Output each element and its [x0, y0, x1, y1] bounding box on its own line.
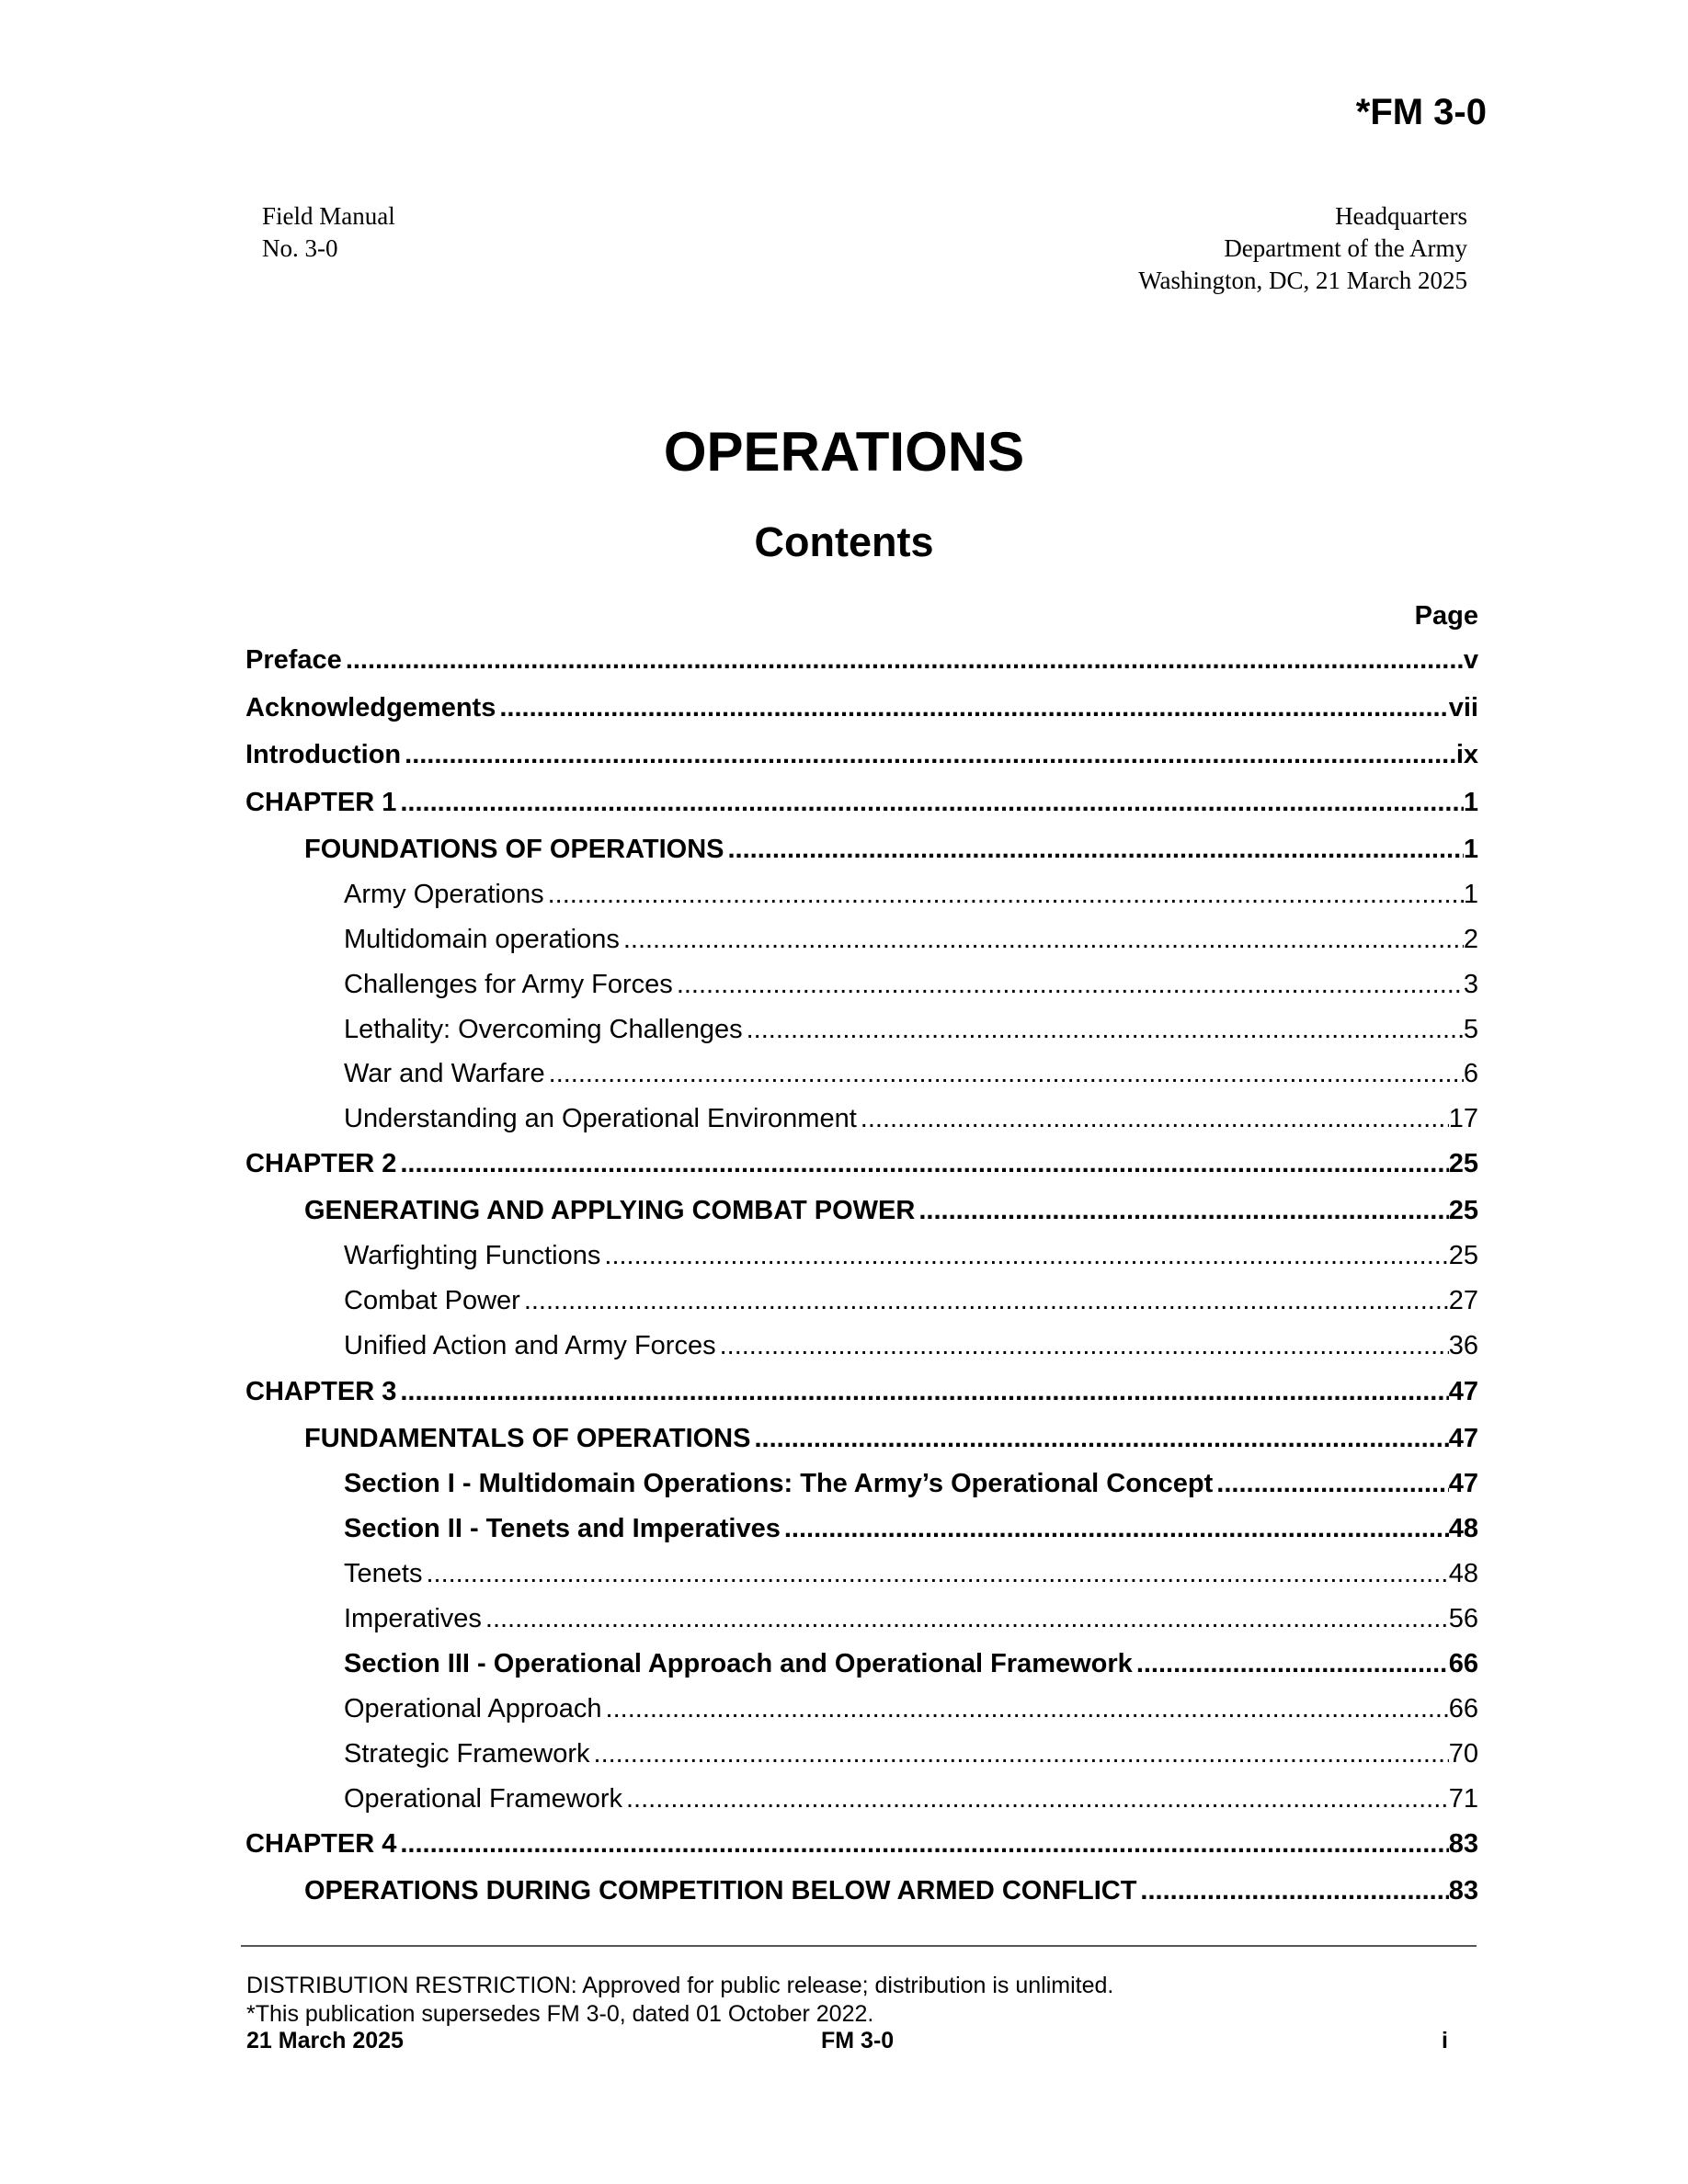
- toc-entry-page: 56: [1448, 1604, 1478, 1633]
- toc-leader-dots: [673, 966, 1464, 1003]
- toc-entry-page: 27: [1448, 1286, 1478, 1315]
- toc-leader-dots: [743, 1011, 1464, 1048]
- toc-entry-chapter-2[interactable]: [245, 1145, 1478, 1182]
- toc-entry-section-heading[interactable]: [344, 1510, 1478, 1547]
- toc-entry-page: 1: [1463, 788, 1478, 817]
- toc-leader-dots: [857, 1100, 1449, 1137]
- toc-entry-page: 66: [1448, 1649, 1478, 1678]
- toc-entry-page: 1: [1463, 880, 1478, 909]
- footer-page-number: i: [1442, 2028, 1448, 2053]
- footer-document-code: FM 3-0: [821, 2028, 895, 2053]
- toc-entry-text: Section I - Multidomain Operations: The Army’s Operational Concept: [344, 1469, 1214, 1498]
- toc-entry-chapter-1[interactable]: [245, 784, 1478, 821]
- toc-entry-page: 3: [1463, 970, 1478, 999]
- toc-entry-text: War and Warfare: [344, 1059, 545, 1088]
- toc-entry-text: Acknowledgements: [245, 693, 496, 722]
- header-right: [1138, 200, 1467, 297]
- toc-entry-chapter-title[interactable]: [304, 1420, 1478, 1457]
- toc-leader-dots: [600, 1237, 1448, 1274]
- toc-entry-text: Army Operations: [344, 880, 544, 909]
- toc-entry-section-heading[interactable]: [344, 1465, 1478, 1502]
- toc-entry-chapter-title[interactable]: [304, 1872, 1478, 1909]
- toc-entry-text: Section III - Operational Approach and Operational Framework: [344, 1649, 1133, 1678]
- toc-entry-chapter-4[interactable]: [245, 1826, 1478, 1862]
- toc-entry-page: 83: [1448, 1829, 1478, 1859]
- toc-leader-dots: [482, 1600, 1449, 1637]
- toc-entry-text: Challenges for Army Forces: [344, 970, 673, 999]
- toc-entry-section[interactable]: [344, 1780, 1478, 1817]
- toc-entry-text: Introduction: [245, 740, 402, 769]
- toc-entry-text: FUNDAMENTALS OF OPERATIONS: [304, 1424, 751, 1453]
- toc-entry-section[interactable]: [344, 1327, 1478, 1364]
- toc-entry-chapter-title[interactable]: [304, 831, 1478, 868]
- toc-entry-section[interactable]: [344, 876, 1478, 913]
- supersedes-note: *This publication supersedes FM 3-0, dated 01 October 2022.: [246, 2001, 874, 2027]
- toc-entry-page: 25: [1448, 1149, 1478, 1178]
- toc-entry-page: 66: [1448, 1694, 1478, 1723]
- toc-entry-page: 5: [1463, 1015, 1478, 1044]
- toc-entry-page: 17: [1448, 1104, 1478, 1133]
- toc-entry-text: Warfighting Functions: [344, 1241, 601, 1270]
- toc-leader-dots: [520, 1282, 1449, 1319]
- toc-entry-text: CHAPTER 3: [245, 1377, 397, 1406]
- toc-leader-dots: [1133, 1645, 1449, 1682]
- toc-entry-page: 48: [1448, 1559, 1478, 1588]
- toc-entry-page: 6: [1463, 1059, 1478, 1088]
- toc-entry-text: Combat Power: [344, 1286, 520, 1315]
- toc-entry-text: Operational Approach: [344, 1694, 602, 1723]
- footer-date: 21 March 2025: [246, 2028, 404, 2053]
- page-column-heading: Page: [1414, 601, 1478, 631]
- toc-entry-text: Unified Action and Army Forces: [344, 1331, 716, 1360]
- toc-entry-text: Strategic Framework: [344, 1739, 590, 1769]
- toc-entry-section[interactable]: [344, 1600, 1478, 1637]
- toc-entry-section[interactable]: [344, 966, 1478, 1003]
- toc-entry-page: 70: [1448, 1739, 1478, 1769]
- toc-entry-text: Preface: [245, 645, 342, 675]
- toc-entry-section-heading[interactable]: [344, 1645, 1478, 1682]
- toc-entry-section[interactable]: [344, 1555, 1478, 1592]
- toc-entry-page: v: [1463, 645, 1478, 675]
- toc-entry-text: Understanding an Operational Environment: [344, 1104, 857, 1133]
- toc-leader-dots: [545, 1055, 1464, 1092]
- header-left-line: Field Manual: [262, 202, 395, 230]
- toc-entry-chapter-3[interactable]: [245, 1373, 1478, 1410]
- document-title: OPERATIONS: [663, 421, 1025, 483]
- toc-entry-text: Multidomain operations: [344, 925, 620, 954]
- document-code: *FM 3-0: [1355, 92, 1487, 132]
- toc-entry-page: 36: [1448, 1331, 1478, 1360]
- toc-leader-dots: [1213, 1465, 1448, 1502]
- toc-leader-dots: [396, 1145, 1448, 1182]
- toc-entry-text: FOUNDATIONS OF OPERATIONS: [304, 835, 724, 864]
- toc-entry-text: GENERATING AND APPLYING COMBAT POWER: [304, 1196, 916, 1225]
- toc-entry-page: vii: [1448, 693, 1478, 722]
- toc-entry-page: 83: [1448, 1876, 1478, 1905]
- toc-entry-text: Operational Framework: [344, 1784, 622, 1814]
- toc-entry-introduction[interactable]: [245, 736, 1478, 773]
- toc-leader-dots: [422, 1555, 1448, 1592]
- toc-entry-page: 2: [1463, 925, 1478, 954]
- toc-entry-section[interactable]: [344, 1690, 1478, 1727]
- toc-leader-dots: [620, 921, 1464, 958]
- toc-leader-dots: [496, 689, 1448, 726]
- toc-leader-dots: [1136, 1872, 1448, 1909]
- toc-entry-page: ix: [1455, 740, 1478, 769]
- toc-entry-text: Section II - Tenets and Imperatives: [344, 1514, 781, 1543]
- toc-entry-text: Lethality: Overcoming Challenges: [344, 1015, 743, 1044]
- toc-entry-preface[interactable]: [245, 642, 1478, 678]
- toc-entry-text: OPERATIONS DURING COMPETITION BELOW ARMED CONFLICT: [304, 1876, 1137, 1905]
- header-right-line: Washington, DC, 21 March 2025: [1138, 267, 1467, 294]
- footer-divider: [241, 1945, 1477, 1947]
- toc-entry-text: CHAPTER 4: [245, 1829, 397, 1859]
- toc-entry-acknowledgements[interactable]: [245, 689, 1478, 726]
- toc-leader-dots: [401, 736, 1456, 773]
- toc-entry-section[interactable]: [344, 1735, 1478, 1772]
- toc-leader-dots: [716, 1327, 1449, 1364]
- toc-leader-dots: [915, 1192, 1448, 1229]
- toc-leader-dots: [396, 1373, 1448, 1410]
- header-right-line: Department of the Army: [1224, 234, 1467, 262]
- toc-entry-text: Imperatives: [344, 1604, 482, 1633]
- distribution-restriction: DISTRIBUTION RESTRICTION: Approved for public release; distribution is unlimited.: [246, 1973, 1114, 1998]
- toc-leader-dots: [590, 1735, 1449, 1772]
- toc-entry-page: 47: [1448, 1377, 1478, 1406]
- toc-leader-dots: [396, 1826, 1448, 1862]
- toc-entry-page: 47: [1448, 1424, 1478, 1453]
- toc-leader-dots: [781, 1510, 1449, 1547]
- toc-entry-page: 1: [1463, 835, 1478, 864]
- toc-leader-dots: [342, 642, 1464, 678]
- toc-entry-text: Tenets: [344, 1559, 423, 1588]
- toc-entry-text: CHAPTER 1: [245, 788, 397, 817]
- toc-entry-page: 71: [1448, 1784, 1478, 1814]
- toc-entry-page: 48: [1448, 1514, 1478, 1543]
- header-left: [262, 200, 395, 265]
- toc-entry-section[interactable]: [344, 1011, 1478, 1048]
- toc-entry-page: 25: [1448, 1196, 1478, 1225]
- contents-heading: Contents: [754, 518, 934, 565]
- toc-entry-section[interactable]: [344, 1100, 1478, 1137]
- header-left-line: No. 3-0: [262, 234, 338, 262]
- toc-leader-dots: [724, 831, 1463, 868]
- toc-leader-dots: [622, 1780, 1449, 1817]
- header-right-line: Headquarters: [1335, 202, 1467, 230]
- toc-entry-text: CHAPTER 2: [245, 1149, 397, 1178]
- toc-entry-section[interactable]: [344, 1055, 1478, 1092]
- toc-entry-page: 25: [1448, 1241, 1478, 1270]
- toc-leader-dots: [544, 876, 1464, 913]
- toc-leader-dots: [602, 1690, 1449, 1727]
- toc-leader-dots: [396, 784, 1464, 821]
- toc-entry-section[interactable]: [344, 1282, 1478, 1319]
- toc-entry-page: 47: [1448, 1469, 1478, 1498]
- toc-entry-section[interactable]: [344, 1237, 1478, 1274]
- toc-leader-dots: [750, 1420, 1448, 1457]
- toc-entry-section[interactable]: [344, 921, 1478, 958]
- toc-entry-chapter-title[interactable]: [304, 1192, 1478, 1229]
